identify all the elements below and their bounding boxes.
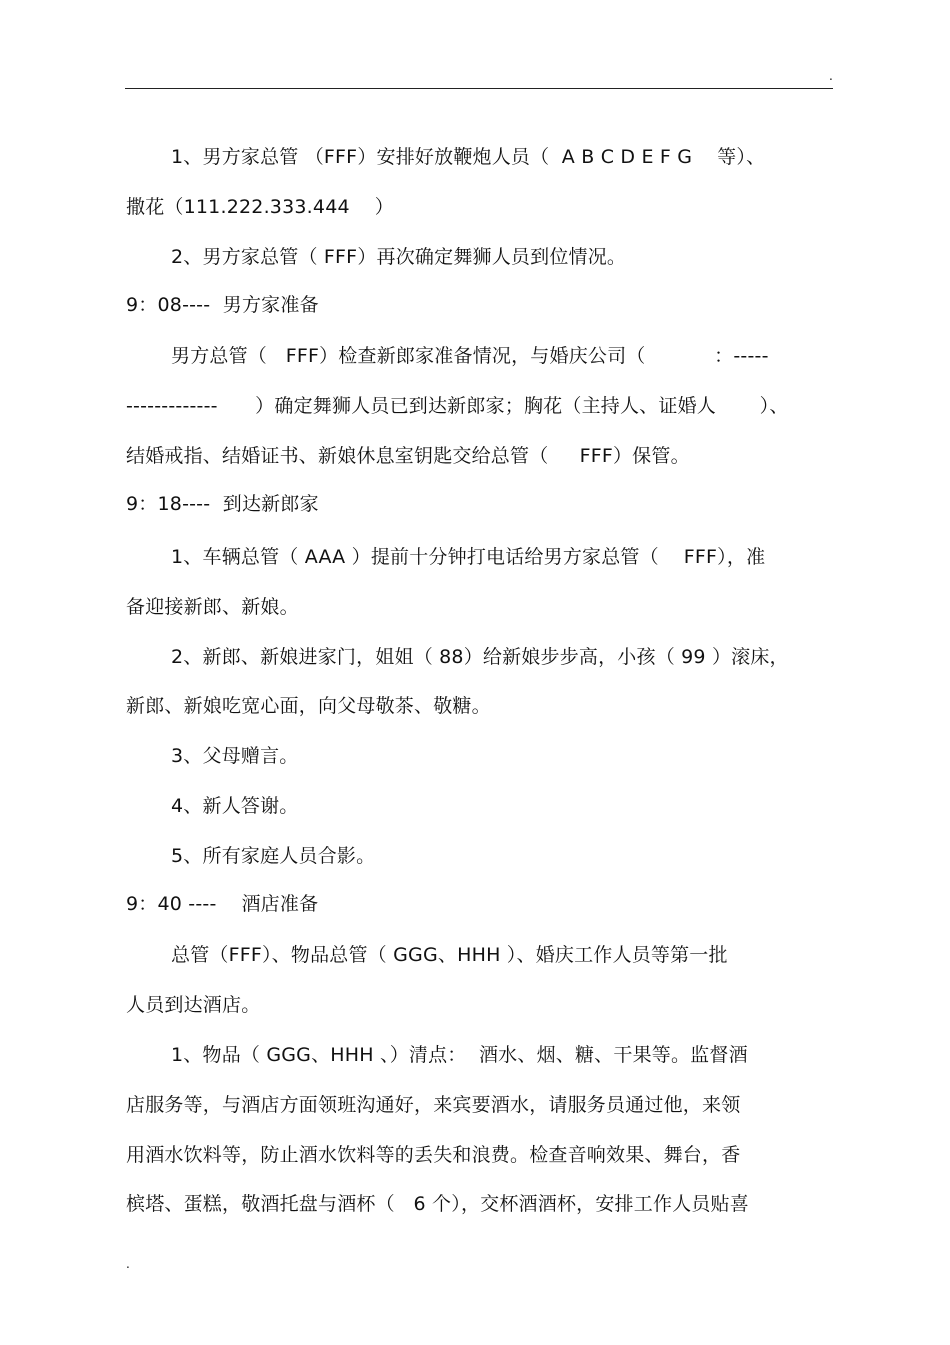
section-heading: 9：40 ---- 酒店准备 xyxy=(126,893,319,915)
text-line: 用酒水饮料等，防止酒水饮料等的丢失和浪费。检查音响效果、舞台，香 xyxy=(126,1144,741,1166)
text-line: 人员到达酒店。 xyxy=(126,994,261,1016)
footer-dot: . xyxy=(126,1257,130,1271)
text-line: 槟塔、蛋糕，敬酒托盘与酒杯（ 6 个），交杯酒酒杯，安排工作人员贴喜 xyxy=(126,1193,749,1215)
text-line: 总管（FFF）、物品总管（ GGG、HHH ）、婚庆工作人员等第一批 xyxy=(171,944,728,966)
header-rule xyxy=(125,88,833,89)
section-heading: 9：18---- 到达新郎家 xyxy=(126,493,319,515)
text-line: 新郎、新娘吃宽心面，向父母敬茶、敬糖。 xyxy=(126,695,491,717)
text-line: 2、新郎、新娘进家门，姐姐（ 88）给新娘步步高，小孩（ 99 ）滚床， xyxy=(171,646,789,668)
text-line: ------------- ）确定舞狮人员已到达新郎家；胸花（主持人、证婚人 ）、 xyxy=(126,395,789,417)
text-line: 2、男方家总管（ FFF）再次确定舞狮人员到位情况。 xyxy=(171,246,627,268)
text-line: 撒花（111.222.333.444 ） xyxy=(126,196,394,218)
text-line: 结婚戒指、结婚证书、新娘休息室钥匙交给总管（ FFF）保管。 xyxy=(126,445,690,467)
text-line: 店服务等，与酒店方面领班沟通好，来宾要酒水，请服务员通过他，来领 xyxy=(126,1094,741,1116)
header-dot: . xyxy=(829,69,833,83)
text-line: 1、物品（ GGG、HHH 、）清点： 酒水、烟、糖、干果等。监督酒 xyxy=(171,1044,748,1066)
text-line: 1、车辆总管（ AAA ）提前十分钟打电话给男方家总管（ FFF），准 xyxy=(171,546,766,568)
text-line: 1、男方家总管 （FFF）安排好放鞭炮人员（ A B C D E F G 等）、 xyxy=(171,146,766,168)
text-line: 3、父母赠言。 xyxy=(171,745,299,767)
text-line: 5、所有家庭人员合影。 xyxy=(171,845,376,867)
text-line: 4、新人答谢。 xyxy=(171,795,299,817)
section-heading: 9：08---- 男方家准备 xyxy=(126,294,319,316)
text-line: 备迎接新郎、新娘。 xyxy=(126,596,299,618)
text-line: 男方总管（ FFF）检查新郎家准备情况，与婚庆公司（ ：----- xyxy=(171,345,769,367)
